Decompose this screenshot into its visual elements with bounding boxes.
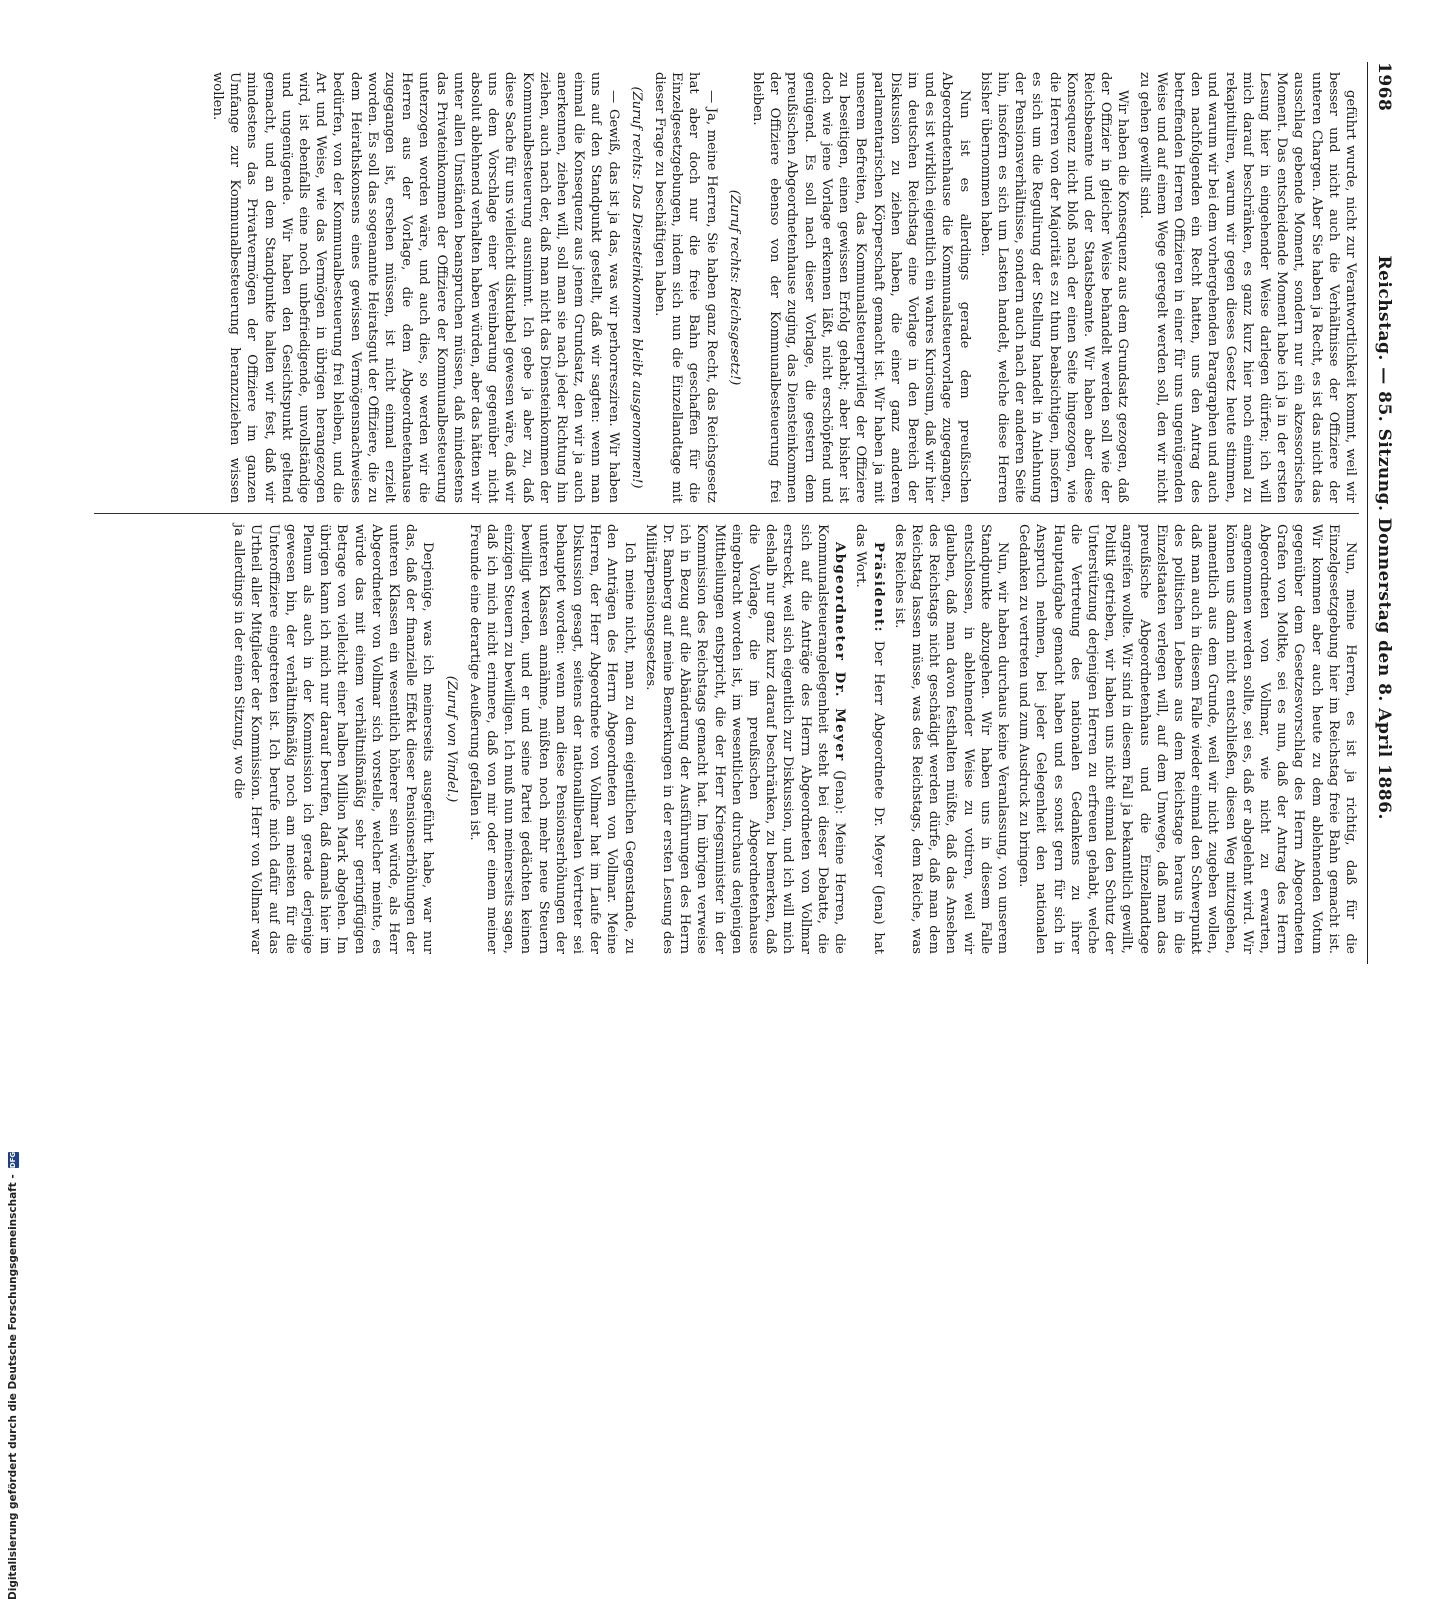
paragraph: Derjenige, was ich meinerseits ausgeführt habe, war nur das, daß der finanzielle Effekt dieser Pensionserhöhungen der unteren Klassen ein wesentlich höherer sein würde, als Herr Abgeordneter von Vollmar sich vorstelle, welcher meinte, es würde das mit einem verhältnißmäßig sehr geringfügigen Betrage von vielleicht einer halben Million Mark abgehen. Im übrigen kann ich mich nur darauf berufen, daß damals hier im Plenum als auch in der Kommission ich gerade derjenige gewesen bin, der verhältnißmäßig noch am meisten für die Unteroffiziere eingetreten ist. Ich berufe mich dafür auf das Urtheil aller Mitglieder der Kommission. Herr von Vollmar war ja allerdings in der einen Sitzung, wo die xyxy=(231,524,436,954)
paragraph: Nun, wir haben durchaus keine Veranlassung, von unserem Standpunkte abzugehen. Wir haben uns in diesem Falle entschlossen, in ablehnender Weise zu votiren, weil wir glauben, daß man davon festhalten müßte, daß das Ansehen des Reichstags nicht geschädigt werden dürfe, daß man dem Reichstag lassen müsse, was des Reichstags, dem Reiche, was des Reiches ist. xyxy=(891,524,1010,954)
speaker-role: Präsident: xyxy=(870,542,886,634)
rotated-document-page xyxy=(75,48,1400,978)
speaker-entry xyxy=(642,524,848,954)
left-column xyxy=(94,62,1359,513)
page-number: 1968 xyxy=(1374,62,1394,112)
interjection: (Zuruf von Vindel.) xyxy=(443,675,459,803)
paragraph: Nun, meine Herren, es ist ja richtig, daß für die Einzelgesetzgebung hier im Reichstag freie Bahn gemacht ist. Wir kommen aber auch heute zu dem ablehnenden Votum gegenüber dem Gesetzesvorschlag des Herrn Abgeordneten Grafen von Moltke, sei es nun, daß der Antrag des Herrn Abgeordneten von Vollmar, wie nicht zu erwarten, angenommen werden sollte, sei es, daß er abgelehnt wird. Wir können uns dann nicht entschließen, diesen Weg mitzugehen, namentlich aus dem Grunde, weil wir nicht zugeben wollen, daß man auch in diesem Falle wieder einmal den Schwerpunkt des politischen Lebens aus dem Reichstage heraus in die Einzelstaaten verlegen will, auf dem Umwege, daß man das preußische Abgeordnetenhaus und die Einzellandtage angreifen wollte. Wir sind in diesem Fall ja bekanntlich gewillt, Politik getrieben, wir haben uns nicht einmal den Schutz der Unterstützung derjenigen Herren zu erfreuen gehabt, welche die Vertretung des nationalen Gedankens zu ihrer Hauptaufgabe gemacht haben und es sonst gern für sich in Anspruch nehmen, bei jeder Gelegenheit den nationalen Gedanken zu vertreten und zum Ausdruck zu bringen. xyxy=(1016,524,1358,954)
right-column xyxy=(94,513,1359,964)
speaker-text: Der Herr Abgeordnete Dr. Meyer (Jena) hat das Wort. xyxy=(853,524,886,954)
speaker-name: Abgeordneter Dr. Meyer xyxy=(832,542,848,762)
digitization-credit xyxy=(2,605,19,1600)
paragraph: — Ja, meine Herren, Sie haben ganz Recht, das Reichsgesetz hat aber doch nur die freie Bahn geschaffen für die Einzelgesetzgebungen, indem sich nun die Einzellandtage mit dieser Frage zu beschäftigen haben. xyxy=(652,72,719,503)
text-columns xyxy=(94,62,1359,964)
dfg-logo: DFG xyxy=(8,1151,17,1169)
paragraph: geführt wurde, nicht zur Verantwortlichkeit kommt, weil wir besser und nicht auch die Verhältnisse der Offiziere der unteren Chargen. Aber Sie haben ja Recht, es ist das nicht das ausschlag gebende Moment, sondern nur ein akzessorisches Moment. Das entscheidende Moment habe ich ja in der ersten Lesung hier in eingehender Weise darlegen dürfen; ich will mich darauf beschränken, es ganz kurz hier noch einmal zu rekapituliren, warum wir gegen dieses Gesetz heute stimmen, und warum wir bei dem vorhergehenden Paragraphen und auch den nachfolgenden ein Recht hatten, uns den Antrag des betreffenden Herren Offizieren in einer für uns ungenügenden Weise und auf einem Wege geregelt werden soll, den wir nicht zu gehen gewillt sind. xyxy=(1136,72,1358,503)
interjection: (Zuruf rechts: Reichsgesetz!) xyxy=(726,189,742,386)
paragraph: — Gewiß, das ist ja das, was wir perhorresziren. Wir haben uns auf den Standpunkt gestellt, daß wir sagten: wenn man einmal die Konsequenz aus jenem Grundsatz, den wir ja auch anerkennen, ziehen will, soll man sie nach jeder Richtung hin ziehen, auch nach der, daß man nicht das Diensteinkommen der Kommunalbesteuerung ausnimmt. Ich gebe ja aber zu, daß diese Sache für uns vielleicht diskutabel gewesen wäre, daß wir uns dem Vorschlage einer Vereinbarung gegenüber nicht absolut ablehnend verhalten haben würden, aber das hätten wir unter allen Umständen beanspruchen müssen, daß mindestens das Privateinkommen der Offiziere der Kommunalbesteuerung unterzogen worden wäre, und auch dies, so werden wir die Herren aus der Vorlage, die dem Abgeordnetenhause zugegangen ist, ersehen müssen, ist nicht einmal erzielt worden. Es soll das sogenannte Heiratsgut der Offiziere, die zu dem Heirathskonsens eines gewissen Vermögensnachweises bedürfen, von der Kommunalbesteuerung frei bleiben, und die Art und Weise, wie das Vermögen in übrigen herangezogen wird, ist ebenfalls eine noch unbefriedigende, unvollständige und ungenügende. Wir haben den Gesichtspunkt geltend gemacht, und an dem Standpunkte halten wir fest, daß wir mindestens das Privatvermögen der Offiziere im ganzen Umfange zur Kommunalbesteuerung heranzuziehen wissen wollen. xyxy=(210,72,621,503)
running-head xyxy=(1367,62,1394,964)
interjection: (Zuruf rechts: Das Diensteinkommen bleibt ausgenommen!) xyxy=(628,86,644,489)
paragraph: Wir haben die Konsequenz aus dem Grundsatz gezogen, daß der Offizier in gleicher Weise behandelt werden soll wie der Reichsbeamte und der Staatsbeamte. Wir haben aber diese Konsequenz nicht bloß nach der einen Seite hingezogen, wie die Herren von der Majorität es zu thun beabsichtigen, insofern es sich um die Regulirung der Stellung handelt in Anlehnung der Pensionsverhältnisse, sondern auch nach der anderen Seite hin, insofern es sich um Lasten handelt, welche diese Herren bisher übernommen haben. xyxy=(977,72,1131,503)
paragraph: Ich meine nicht, man zu dem eigentlichen Gegenstande, zu den Anträgen des Herrn Abgeordneten von Vollmar. Meine Herren, der Herr Abgeordnete von Vollmar hat im Laufe der Diskussion gesagt, seitens der nationalliberalen Vertreter sei behauptet worden: wenn man diese Pensionserhöhungen der unteren Klassen annähme, müßten noch mehr neue Steuern bewilligt werden, und er und seine Partei gedächten keinen einzigen Steuern zu bewilligen. Ich muß nun meinerseits sagen, daß ich mich nicht erinnere, daß von mir oder einem meiner Freunde eine derartige Aeußerung gefallen ist. xyxy=(466,524,637,954)
speaker-entry xyxy=(852,524,886,954)
credit-text: Digitalisierung gefördert durch die Deutsche Forschungsgemeinschaft - xyxy=(7,1174,19,1600)
speaker-text: (Jena): Meine Herren, die Kommunalsteuerangelegenheit steht bei dieser Debatte, die sich auf die Anträge des Herrn Abgeordneten von Vollmar erstreckt, weil sich eigentlich zur Diskussion, und ich will mich deshalb nur ganz kurz darauf beschränken, zu bemerken, daß die Vorlage, die im preußischen Abgeordnetenhause eingebracht worden ist, im wesentlichen durchaus denjenigen Mittheilungen entspricht, die der Herr Kriegsminister in der Kommission des Reichstags gemacht hat. Im übrigen verweise ich in Bezug auf die Abänderung der Ausführungen des Herrn Dr. Bamberg auf meine Bemerkungen in der ersten Lesung des Militärpensionsgesetzes. xyxy=(642,524,848,954)
running-title: Reichstag. — 85. Sitzung. Donnerstag den 8. April 1886. xyxy=(1374,255,1394,820)
credit-line xyxy=(6,1151,20,1600)
paragraph: Nun ist es allerdings gerade dem preußischen Abgeordnetenhause die Kommunalsteuervorlage zugegangen, und es ist wirklich eigentlich ein wahres Kuriosum, daß wir hier im deutschen Reichstag eine Vorlage in den Bereich der Diskussion zu ziehen haben, die einer ganz anderen parlamentarischen Körperschaft gemacht ist. Wir haben ja mit unserem Befreiten, das Kommunalsteuerprivileg der Offiziere zu beseitigen, einen gewissen Erfolg gehabt; aber bisher ist doch wie jene Vorlage erkennen läßt, nicht erschöpfend und genügend. Es soll nach dieser Vorlage, die gestern dem preußischen Abgeordnetenhause zuging, das Diensteinkommen der Offiziere ebenso von der Kommunalbesteuerung frei bleiben. xyxy=(750,72,972,503)
